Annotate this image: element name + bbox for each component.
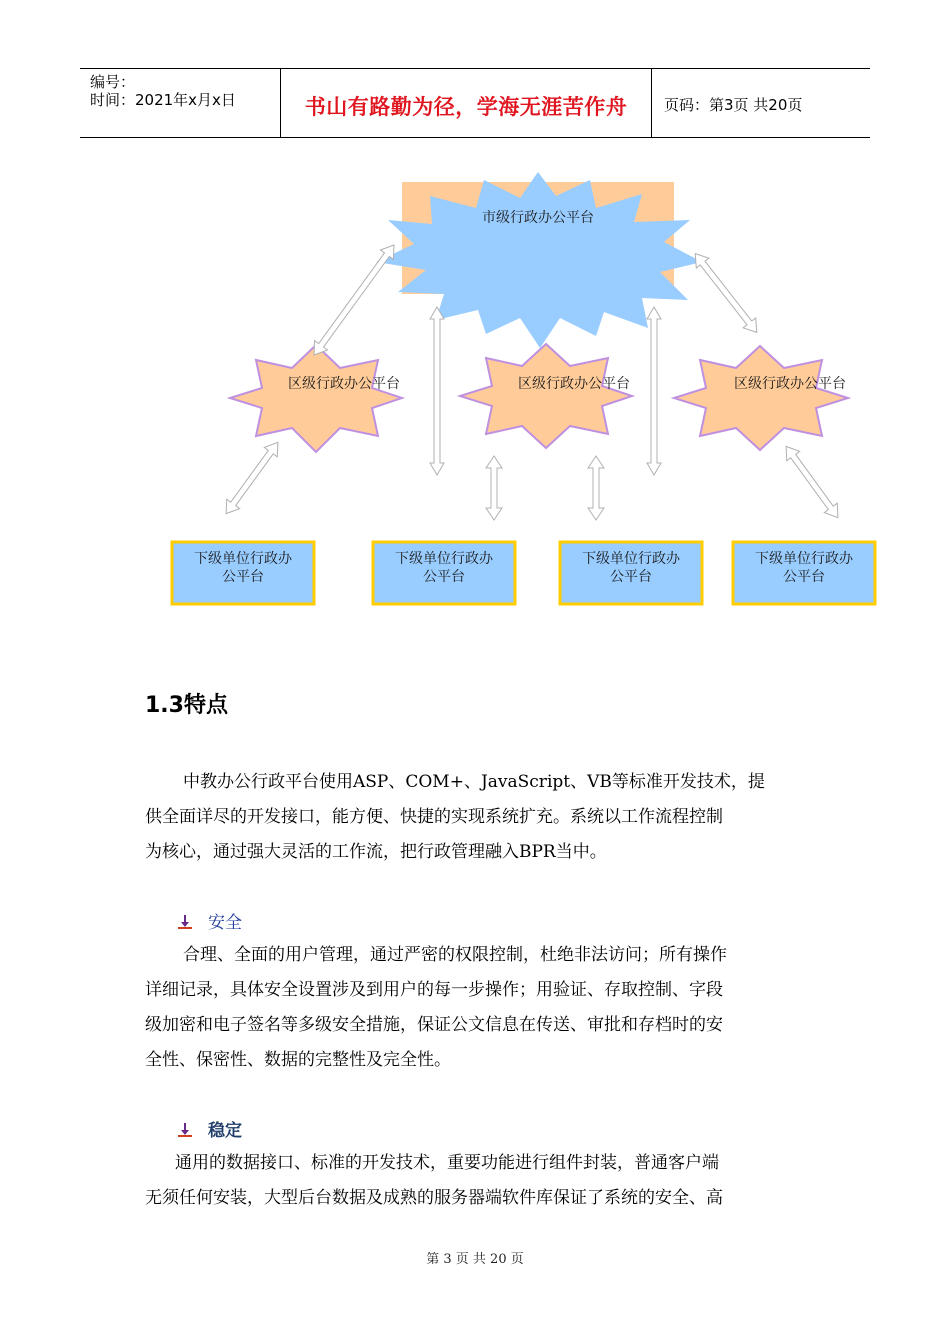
stable-line: 无须任何安装，大型后台数据及成熟的服务器端软件库保证了系统的安全、高: [145, 1188, 723, 1208]
header-page-cell: [652, 69, 870, 137]
arrow-district-3-unit-4: [780, 442, 845, 523]
stable-title: 稳定: [208, 1121, 242, 1141]
intro-line: 中教办公行政平台使用ASP、COM+、JavaScript、VB等标准开发技术，提: [183, 772, 765, 792]
document-time: 时间：2021年x月x日: [90, 91, 236, 109]
unit-platform-label-2: [373, 550, 515, 586]
city-platform-label: 市级行政办公平台: [482, 210, 594, 226]
stable-subheading: [178, 1116, 242, 1141]
bullet-arrow-icon: [178, 915, 192, 929]
intro-line: 为核心，通过强大灵活的工作流，把行政管理融入BPR当中。: [145, 842, 607, 862]
intro-paragraph: [145, 765, 815, 870]
unit-label-line: 下级单位行政办: [755, 551, 853, 567]
bullet-arrow-icon: [178, 1123, 192, 1137]
page-info: 页码：第3页 共20页: [664, 96, 803, 114]
security-title: 安全: [208, 913, 242, 933]
security-line: 详细记录，具体安全设置涉及到用户的每一步操作；用验证、存取控制、字段: [145, 980, 723, 1000]
arrow-city-unit-3: [647, 307, 661, 475]
stable-paragraph: [145, 1146, 815, 1216]
security-line: 级加密和电子签名等多级安全措施，保证公文信息在传送、审批和存档时的安: [145, 1015, 723, 1035]
arrow-district-2-unit-2: [486, 456, 502, 520]
arrow-city-district-1: [308, 240, 401, 359]
district-platform-label-2: 区级行政办公平台: [518, 376, 630, 392]
security-line: 全性、保密性、数据的完整性及完全性。: [145, 1050, 451, 1070]
motto: 书山有路勤为径，学海无涯苦作舟: [304, 95, 628, 119]
district-platform-label-3: 区级行政办公平台: [734, 376, 846, 392]
stable-line: 通用的数据接口、标准的开发技术，重要功能进行组件封装，普通客户端: [175, 1153, 719, 1173]
arrow-district-2-unit-3: [588, 456, 604, 520]
section-heading: 1.3特点: [145, 693, 228, 718]
arrow-city-unit-2: [430, 307, 444, 475]
arrow-city-district-3: [689, 249, 763, 338]
unit-label-line: 下级单位行政办: [395, 551, 493, 567]
district-platform-star-2: [460, 344, 632, 448]
district-platform-star-1: [230, 345, 402, 452]
page-footer: 第 3 页 共 20 页: [426, 1252, 524, 1267]
unit-label-line: 公平台: [783, 569, 825, 585]
header-motto-cell: [281, 69, 652, 137]
unit-platform-label-3: [560, 550, 702, 586]
unit-label-line: 下级单位行政办: [194, 551, 292, 567]
unit-label-line: 公平台: [610, 569, 652, 585]
document-number: 编号：: [90, 73, 136, 91]
page-header: [80, 68, 870, 138]
security-paragraph: [145, 938, 815, 1078]
platform-hierarchy-diagram: [0, 150, 950, 620]
header-info-cell: [80, 69, 281, 137]
district-platform-label-1: 区级行政办公平台: [288, 376, 400, 392]
unit-label-line: 公平台: [423, 569, 465, 585]
arrow-district-1-unit-1: [220, 438, 285, 519]
security-subheading: [178, 908, 242, 933]
unit-platform-label-4: [733, 550, 875, 586]
unit-label-line: 公平台: [222, 569, 264, 585]
unit-platform-label-1: [172, 550, 314, 586]
security-line: 合理、全面的用户管理，通过严密的权限控制，杜绝非法访问；所有操作: [183, 945, 727, 965]
unit-label-line: 下级单位行政办: [582, 551, 680, 567]
intro-line: 供全面详尽的开发接口，能方便、快捷的实现系统扩充。系统以工作流程控制: [145, 807, 723, 827]
district-platform-star-3: [674, 346, 848, 450]
